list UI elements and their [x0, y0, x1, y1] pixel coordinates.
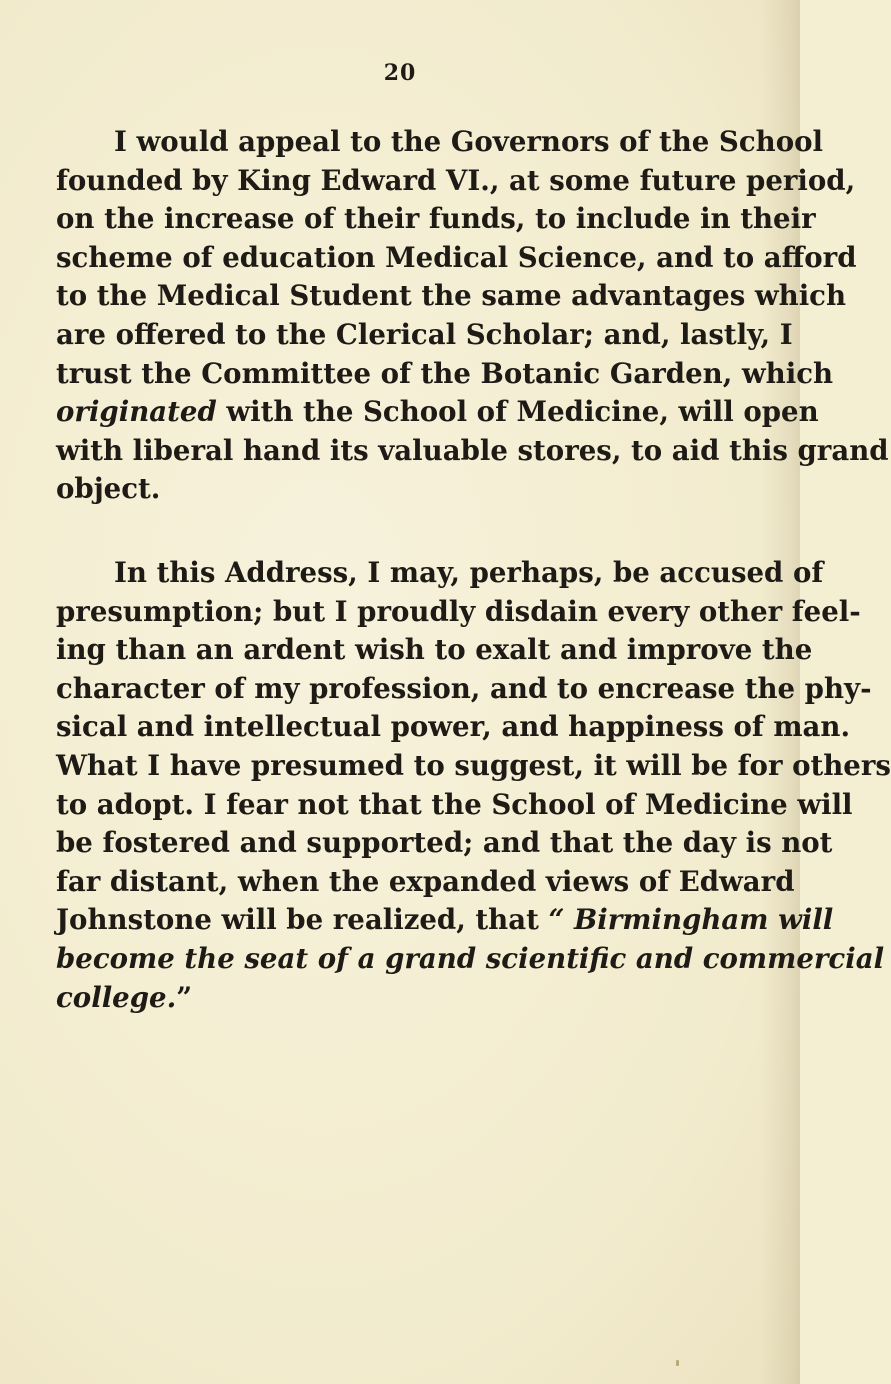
text-line: be fostered and supported; and that the day is not: [56, 826, 833, 860]
text-line: What I have presumed to suggest, it will be for others: [56, 748, 891, 782]
text-line: trust the Committee of the Botanic Garden, which: [56, 356, 834, 390]
text-line: on the increase of their funds, to include in their: [56, 202, 816, 236]
text-fragment: Johnstone will be realized, that: [56, 903, 539, 937]
text-line: far distant, when the expanded views of Edward: [56, 864, 795, 898]
text-line: character of my profession, and to encrease the phy-: [56, 671, 872, 705]
text-line: I would appeal to the Governors of the School: [114, 125, 824, 158]
text-line: ing than an ardent wish to exalt and improve the: [56, 633, 813, 667]
quotation-birmingham: “ Birmingham will: [548, 903, 834, 937]
italic-word-originated: originated: [56, 395, 217, 429]
text-fragment: with the School of Medicine, will open: [226, 395, 819, 429]
text-line: [56, 901, 834, 940]
quotation-line: become the seat of a grand scientific and commercial: [56, 941, 885, 975]
closing-quote-mark: ”: [176, 980, 193, 1014]
text-line: [56, 940, 885, 979]
text-line: to adopt. I fear not that the School of Medicine will: [56, 787, 853, 821]
text-line: scheme of education Medical Science, and to afford: [56, 240, 857, 274]
text-line: sical and intellectual power, and happiness of man.: [56, 710, 851, 744]
text-line: [56, 979, 776, 1018]
text-line: to the Medical Student the same advantages which: [56, 279, 847, 313]
text-line: object.: [56, 472, 161, 506]
text-line: In this Address, I may, perhaps, be accused of: [114, 556, 824, 589]
page-number: 20: [383, 60, 417, 86]
text-line: founded by King Edward VI., at some future period,: [56, 163, 856, 197]
quotation-line: college.: [56, 980, 177, 1014]
paper-speck: [676, 1360, 679, 1366]
paragraph-governors-appeal: [56, 123, 889, 509]
paragraph-address-presumption: [56, 554, 891, 1017]
text-line: are offered to the Clerical Scholar; and, lastly, I: [56, 317, 793, 351]
text-line: with liberal hand its valuable stores, to aid this grand: [56, 433, 889, 467]
text-line: [56, 393, 819, 432]
text-line: presumption; but I proudly disdain every other feel-: [56, 594, 861, 628]
